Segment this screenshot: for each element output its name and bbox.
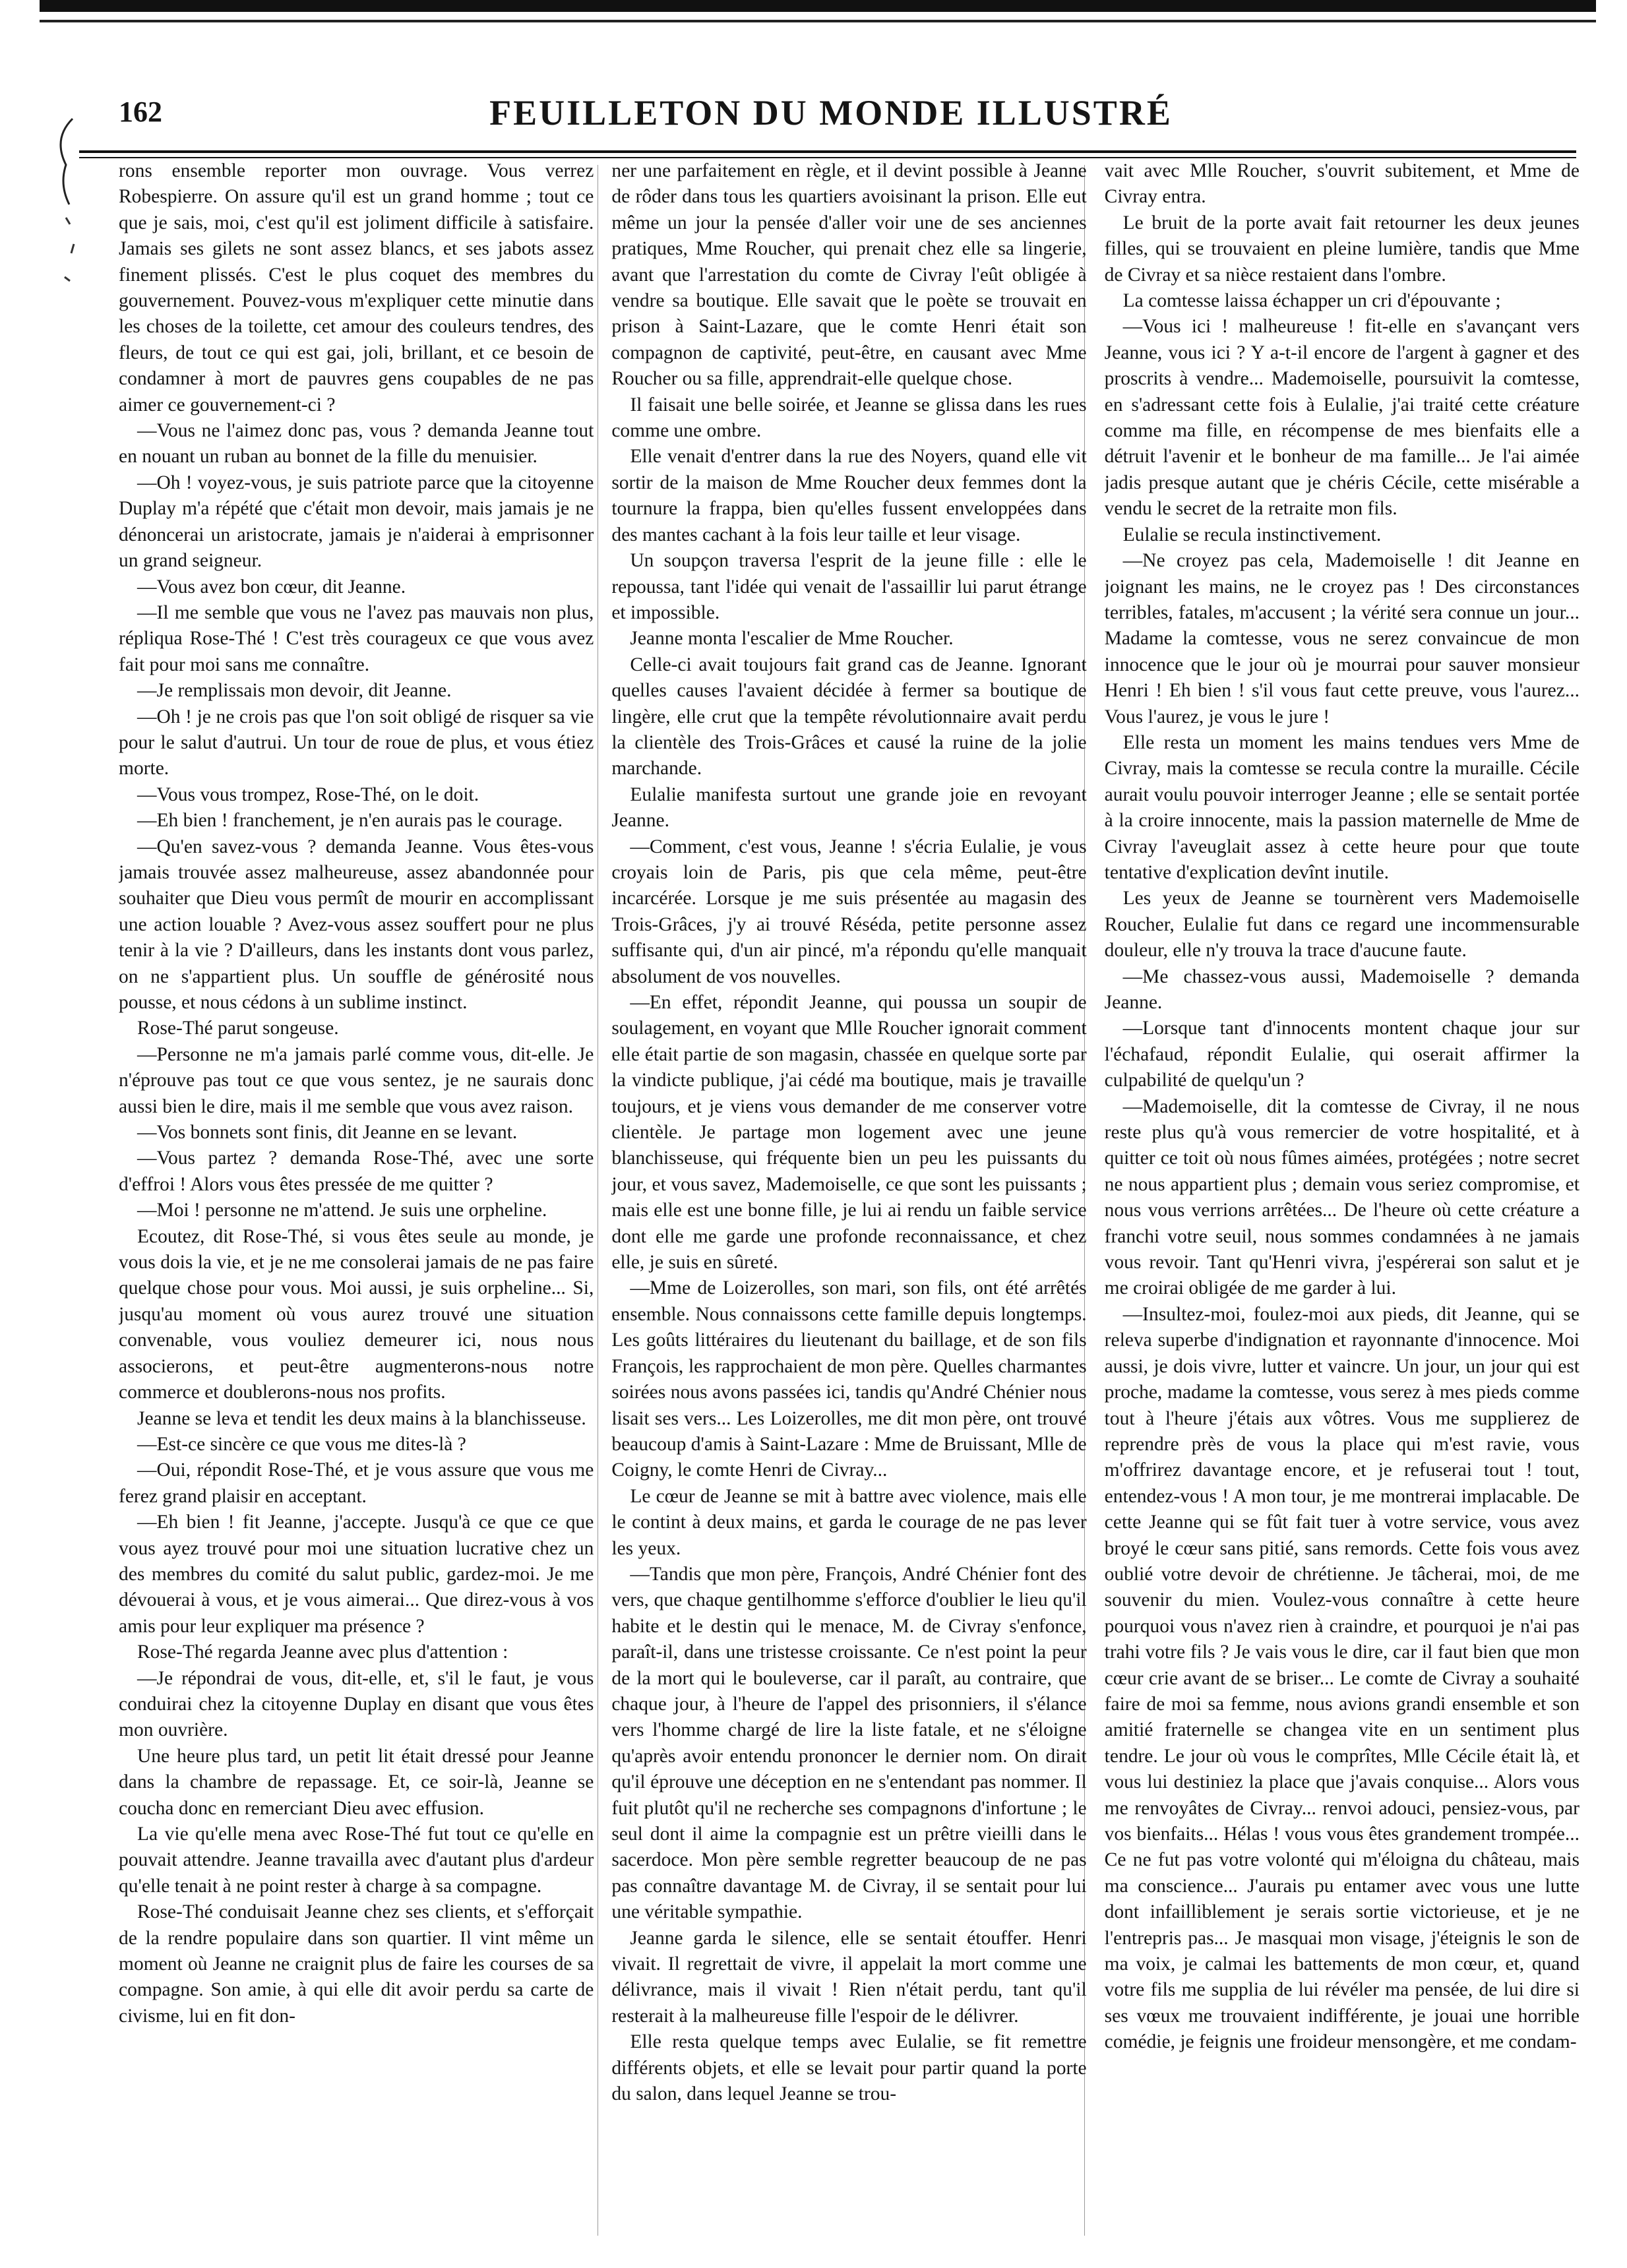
paragraph: —Je remplissais mon devoir, dit Jeanne. [137,680,452,702]
paragraph: Elle venait d'entrer dans la rue des Noyers, quand elle vit sortir de la maison de Mme Roucher deux femmes dont la tournure la frappa, bien qu'elles fussent enveloppées dans des mantes cachant à la fois leur taille et leur visage. [611,446,1087,545]
paragraph: —Lorsque tant d'innocents montent chaque jour sur l'échafaud, répondit Eulalie, qui oserait affirmer la culpabilité de quelqu'un ? [1104,1018,1580,1091]
paragraph: —Insultez-moi, foulez-moi aux pieds, dit Jeanne, qui se releva superbe d'indignation et rayonnante d'innocence. Moi aussi, je dois vivre, lutter et vaincre. Un jour, un jour qui est proche, madame la comtesse, vous serez à mes pieds comme tout à l'heure j'étais aux vôtres. Vous me supplierez de reprendre près de vous la place qui m'est ravie, vous m'offrirez davantage encore, et je refuserai tout ! tout, entendez-vous ! A mon tour, je me montrerai implacable. De cette Jeanne qui se fût fait tuer à votre service, vous avez broyé le cœur sans pitié, sans remords. Cette fois vous avez oublié votre devoir de chrétienne. Je tâcherai, moi, de me souvenir du mien. Voulez-vous connaître à cette heure pourquoi vous n'avez rien à craindre, et pourquoi je n'ai pas trahi votre fils ? Je vais vous le dire, car il faut bien que mon cœur crie avant de se briser... Le comte de Civray a souhaité faire de moi sa femme, nous avions grandi ensemble et son amitié fraternelle se changea vite en un sentiment plus tendre. Le jour où vous le comprîtes, Mlle Cécile était là, et vous lui destiniez la place que j'avais conquise... Alors vous me renvoyâtes de Civray... renvoi adouci, pensiez-vous, par vos bienfaits... Hélas ! vous vous êtes grandement trompée... Ce ne fut pas votre volonté qui m'éloigna du château, mais ma conscience... J'aurais pu entamer avec vous une lutte dont infailliblement je serais sortie victorieuse, et je ne l'entrepris pas... Je masquai mon visage, j'éteignis le son de ma voix, je calmai les battements de mon cœur, et, quand votre fils me supplia de lui révéler ma pensée, de lui dire si ses vœux me trouvaient indifférente, je jouai une horrible comédie, je feignis une froideur mensongère, et me condam- [1104,1303,1580,2053]
paragraph: Jeanne garda le silence, elle se sentait étouffer. Henri vivait. Il regrettait de vivre, il appelait la mort comme une délivrance, mais il vivait ! Rien n'était perdu, tant qu'il resterait à la malheureuse fille l'espoir de le délivrer. [611,1927,1087,2027]
paragraph: Les yeux de Jeanne se tournèrent vers Mademoiselle Roucher, Eulalie fut dans ce regard une incommensurable douleur, elle n'y trouva la trace d'aucune faute. [1104,888,1580,962]
paragraph: —Tandis que mon père, François, André Chénier font des vers, que chaque gentilhomme s'efforce d'oublier le lieu qu'il habite et le destin qui le menace, M. de Civray s'enfonce, paraît-il, dans une tristesse croissante. Ce n'est point la peur de la mort qui le bouleverse, car il paraît, au contraire, que chaque jour, à l'heure de l'appel des prisonniers, il s'élance vers l'homme chargé de lire la liste fatale, et ne s'éloigne qu'après avoir entendu prononcer le dernier nom. On dirait qu'il éprouve une déception en ne s'entendant pas nommer. Il fuit plutôt qu'il ne recherche ses compagnons d'infortune ; le seul dont il aime la compagnie est un prêtre vieilli dans le sacerdoce. Mon père semble regretter beaucoup de ne pas pas connaître davantage M. de Civray, il se sentait pour lui une véritable sympathie. [611,1563,1087,1923]
top-border-rule [40,20,1596,22]
paragraph: Jeanne se leva et tendit les deux mains à la blanchisseuse. [137,1407,586,1429]
paragraph: Il faisait une belle soirée, et Jeanne se glissa dans les rues comme une ombre. [611,394,1087,442]
page-number: 162 [119,96,162,128]
paragraph: Elle resta un moment les mains tendues vers Mme de Civray, mais la comtesse se recula contre la muraille. Cécile aurait voulu pouvoir interroger Jeanne ; elle se sentait portée à la croire innocente, mais la passion maternelle de Mme de Civray l'aveuglait assez à cette heure pour que toute tentative d'explication devînt inutile. [1104,731,1580,883]
paragraph: ner une parfaitement en règle, et il devint possible à Jeanne de rôder dans tous les quartiers avoisinant la prison. Elle eut même un jour la pensée d'aller voir une de ses anciennes pratiques, Mme Roucher, qui prenait chez elle sa lingerie, avant que l'arrestation du comte de Civray l'eût obligée à vendre sa boutique. Elle savait que le poète se trouvait en prison à Saint-Lazare, que le comte Henri était son compagnon de captivité, peut-être, en causant avec Mme Roucher ou sa fille, apprendrait-elle quelque chose. [611,160,1087,390]
paragraph: Jeanne monta l'escalier de Mme Roucher. [630,628,954,650]
paragraph: —Moi ! personne ne m'attend. Je suis une orpheline. [137,1200,547,1221]
paragraph: —Vous avez bon cœur, dit Jeanne. [137,576,406,598]
header-rule [79,150,1576,153]
paragraph: Rose-Thé conduisait Jeanne chez ses clients, et s'efforçait de la rendre populaire dans son quartier. Il vint même un moment où Jeanne ne craignit plus de faire les courses de sa compagne. Son amie, à qui elle dit avoir perdu sa carte de civisme, lui en fit don- [119,1901,594,2027]
paragraph: Elle resta quelque temps avec Eulalie, se fit remettre différents objets, et elle se levait pour partir quand la porte du salon, dans lequel Jeanne se trou- [611,2031,1087,2105]
journal-title: FEUILLETON DU MONDE ILLUSTRÉ [489,93,1173,133]
text-columns [119,158,1580,2242]
paragraph: —Ne croyez pas cela, Mademoiselle ! dit Jeanne en joignant les mains, ne le croyez pas ! Des circonstances terribles, fatales, m'accusent ; la vérité sera connue un jour... Madame la comtesse, vous ne serez convaincue de mon innocence que le jour où je mourrai pour sauver monsieur Henri ! Eh bien ! s'il vous faut cette preuve, vous l'aurez... Vous l'aurez, je vous le jure ! [1104,550,1580,727]
paragraph: Eulalie manifesta surtout une grande joie en revoyant Jeanne. [611,783,1087,832]
paragraph: —Il me semble que vous ne l'avez pas mauvais non plus, répliqua Rose-Thé ! C'est très courageux ce que vous avez fait pour moi sans me connaître. [119,601,594,675]
paragraph: rons ensemble reporter mon ouvrage. Vous verrez Robespierre. On assure qu'il est un grand homme ; tout ce que je sais, moi, c'est qu'il est joliment difficile à satisfaire. Jamais ses gilets ne sont assez blancs, et ses jabots assez finement plissés. C'est le plus coquet des membres du gouvernement. Pouvez-vous m'expliquer cette minutie dans les choses de la toilette, cet amour des couleurs tendres, des fleurs, de tout ce qui est gai, joli, brillant, et ce besoin de condamner à mort de pauvres gens coupables de ne pas aimer ce gouvernement-ci ? [119,160,594,415]
paragraph: —En effet, répondit Jeanne, qui poussa un soupir de soulagement, en voyant que Mlle Roucher ignorait comment elle était partie de son magasin, chassée en quelque sorte par la vindicte publique, j'ai cédé ma boutique, mais je travaille toujours, et je viens vous demander de me conserver votre clientèle. Je partage mon logement avec une jeune blanchisseuse, qui fréquente bien un peu les puissants du jour, et vous savez, Mademoiselle, ce que sont les puissants ; mais elle est une bonne fille, je lui ai rendu un faible service dont elle me garde une profonde reconnaissance, et chez elle, je suis en sûreté. [611,992,1087,1273]
paragraph: —Eh bien ! fit Jeanne, j'accepte. Jusqu'à ce que ce que vous ayez trouvé pour moi une situation lucrative chez un des membres du comité du salut public, gardez-moi. Je me dévouerai à vous, et je vous aimerai... Que direz-vous à vos amis pour leur expliquer ma présence ? [119,1512,594,1637]
paragraph: —Mademoiselle, dit la comtesse de Civray, il ne nous reste plus qu'à vous remercier de votre hospitalité, et à quitter ce toit où nous fûmes aimées, protégées ; notre secret ne nous appartient plus ; demain vous seriez compromise, et nous vous verrions arrêtées... De l'heure où cette créature a franchi votre seuil, nous sommes condamnées à ne jamais vous revoir. Tant qu'Henri vivra, j'espérerai son salut et je me croirai obligée de me garder à lui. [1104,1095,1580,1299]
paragraph: —Vous ici ! malheureuse ! fit-elle en s'avançant vers Jeanne, vous ici ? Y a-t-il encore de l'argent à gagner et des proscrits à vendre... Mademoiselle, poursuivit la comtesse, en s'adressant cette fois à Eulalie, j'ai traité cette créature comme ma fille, en récompense de mes bienfaits elle a détruit l'avenir et le bonheur de ma famille... Je l'ai aimée jadis presque autant que je chéris Cécile, cette misérable a vendu le secret de la retraite mon fils. [1104,316,1580,520]
column-2 [611,158,1086,2242]
column-1 [119,158,594,2242]
paragraph: —Eh bien ! franchement, je n'en aurais pas le courage. [137,810,563,832]
paragraph: —Oh ! je ne crois pas que l'on soit obligé de risquer sa vie pour le salut d'autrui. Un tour de roue de plus, et vous étiez morte. [119,706,594,780]
paragraph: —Oh ! voyez-vous, je suis patriote parce que la citoyenne Duplay m'a répété que c'était mon devoir, mais jamais je ne dénoncerai un aristocrate, jamais je n'aiderai à emprisonner un grand seigneur. [119,472,594,572]
paragraph: Le cœur de Jeanne se mit à battre avec violence, mais elle le contint à deux mains, et garda le courage de ne pas lever les yeux. [611,1485,1087,1559]
paragraph: —Comment, c'est vous, Jeanne ! s'écria Eulalie, je vous croyais loin de Paris, pis que cela même, peut-être incarcérée. Lorsque je me suis présentée au magasin des Trois-Grâces, j'y ai trouvé Réséda, petite personne assez suffisante qui, d'un air pincé, m'a répondu qu'elle manquait absolument de vos nouvelles. [611,836,1087,987]
paragraph: —Vous vous trompez, Rose-Thé, on le doit. [137,783,479,805]
paragraph: La vie qu'elle mena avec Rose-Thé fut tout ce qu'elle en pouvait attendre. Jeanne travailla avec d'autant plus d'ardeur qu'elle tenait à ne point rester à charge à sa compagne. [119,1824,594,1897]
paragraph: —Me chassez-vous aussi, Mademoiselle ? demanda Jeanne. [1104,965,1580,1013]
paragraph: Un soupçon traversa l'esprit de la jeune fille : elle le repoussa, tant l'idée qui venait de l'assaillir lui parut étrange et impossible. [611,550,1087,623]
paragraph: La comtesse laissa échapper un cri d'épouvante ; [1122,290,1501,312]
paragraph: Ecoutez, dit Rose-Thé, si vous êtes seule au monde, je vous dois la vie, et je ne me consolerai jamais de ne pas faire quelque chose pour vous. Moi aussi, je suis orpheline... Si, jusqu'au moment où vous aurez trouvé une situation convenable, vous vouliez demeurer ici, nous nous associerons, et peut-être augmenterons-nous notre commerce et doublerons-nous nos profits. [119,1225,594,1403]
paragraph: —Est-ce sincère ce que vous me dites-là ? [137,1433,466,1455]
page-header [79,92,1583,145]
paragraph: —Vos bonnets sont finis, dit Jeanne en se levant. [137,1122,518,1144]
column-3 [1105,158,1580,2242]
top-border-bar [40,0,1596,12]
paragraph: —Vous ne l'aimez donc pas, vous ? demanda Jeanne tout en nouant un ruban au bonnet de la fille du menuisier. [119,420,594,468]
paragraph: —Je répondrai de vous, dit-elle, et, s'il le faut, je vous conduirai chez la citoyenne Duplay en disant que vous êtes mon ouvrière. [119,1667,594,1741]
paragraph: —Qu'en savez-vous ? demanda Jeanne. Vous êtes-vous jamais trouvée assez malheureuse, assez abandonnée pour souhaiter que Dieu vous permît de mourir en accomplissant une action louable ? Avez-vous assez souffert pour ne plus tenir à la vie ? D'ailleurs, dans les instants dont vous parlez, on ne s'appartient plus. Un souffle de générosité nous pousse, et nous cédons à un sublime instinct. [119,836,594,1013]
paragraph: Rose-Thé regarda Jeanne avec plus d'attention : [137,1641,508,1663]
paragraph: vait avec Mlle Roucher, s'ouvrit subitement, et Mme de Civray entra. [1104,160,1580,208]
paragraph: Eulalie se recula instinctivement. [1122,524,1382,545]
paragraph: Rose-Thé parut songeuse. [137,1018,339,1039]
paragraph: —Personne ne m'a jamais parlé comme vous, dit-elle. Je n'éprouve pas tout ce que vous sentez, je ne saurais donc aussi bien le dire, mais il me semble que vous avez raison. [119,1043,594,1117]
paragraph: —Vous partez ? demanda Rose-Thé, avec une sorte d'effroi ! Alors vous êtes pressée de me quitter ? [119,1148,594,1195]
paragraph: Celle-ci avait toujours fait grand cas de Jeanne. Ignorant quelles causes l'avaient décidée à fermer sa boutique de lingère, elle crut que la tempête révolutionnaire avait perdu la clientèle des Trois-Grâces et causé la ruine de la jolie marchande. [611,654,1087,780]
paragraph: Le bruit de la porte avait fait retourner les deux jeunes filles, qui se trouvaient en pleine lumière, tandis que Mme de Civray et sa nièce restaient dans l'ombre. [1104,212,1580,286]
paragraph: —Mme de Loizerolles, son mari, son fils, ont été arrêtés ensemble. Nous connaissons cette famille depuis longtemps. Les goûts littéraires du lieutenant du baillage, et de son fils François, les rapprochaient de mon père. Quelles charmantes soirées nous avons passées ici, tandis qu'André Chénier nous lisait ses vers... Les Loizerolles, me dit mon père, ont trouvé beaucoup d'amis à Saint-Lazare : Mme de Bruissant, Mlle de Coigny, le comte Henri de Civray... [611,1277,1087,1481]
paragraph: —Oui, répondit Rose-Thé, et je vous assure que vous me ferez grand plaisir en acceptant. [119,1459,594,1507]
paragraph: Une heure plus tard, un petit lit était dressé pour Jeanne dans la chambre de repassage. Et, ce soir-là, Jeanne se coucha donc en remerciant Dieu avec effusion. [119,1745,594,1819]
